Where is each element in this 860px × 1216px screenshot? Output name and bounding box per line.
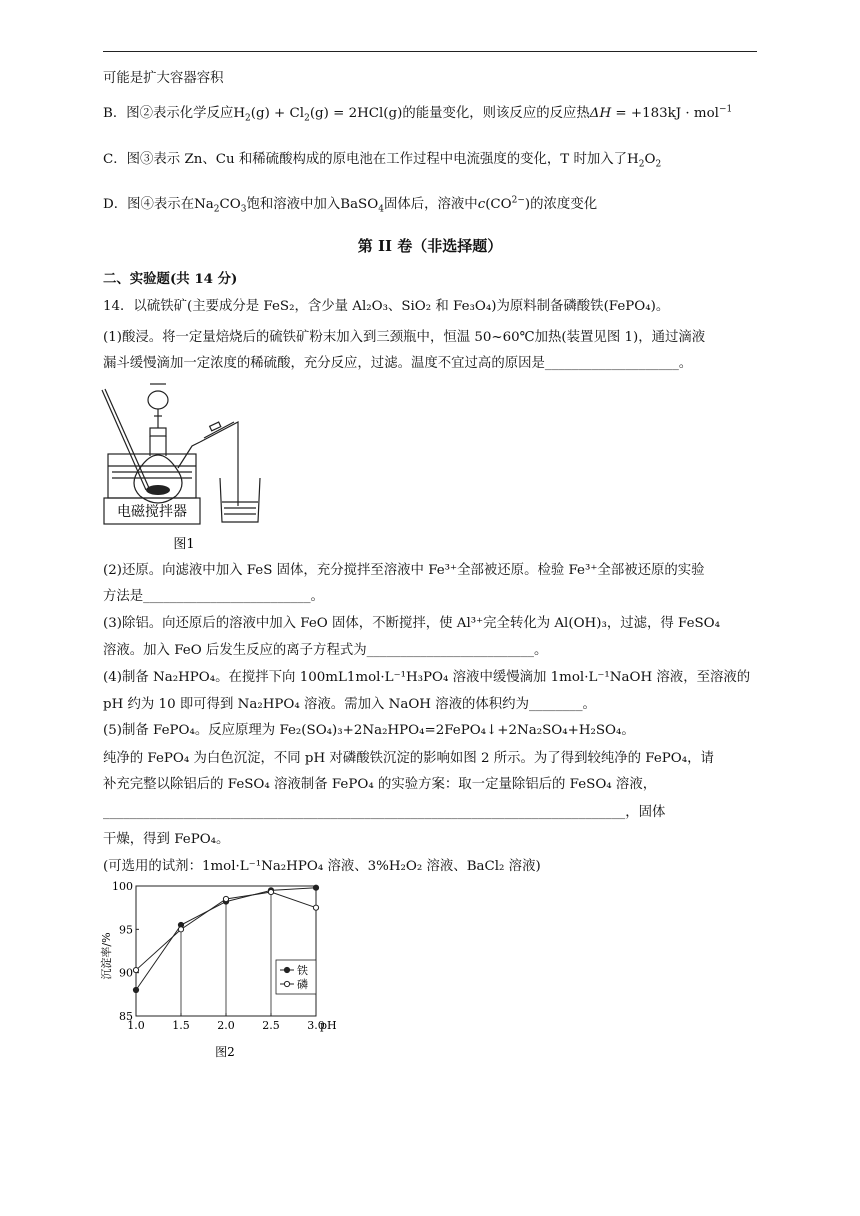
data-point: [223, 896, 228, 901]
data-point: [313, 885, 318, 890]
data-point: [133, 987, 138, 992]
data-point: [178, 927, 183, 932]
option-a-continuation: 可能是扩大容器容积: [103, 71, 224, 86]
q14-part4-line1: (4)制备 Na₂HPO₄。在搅拌下向 100mL1mol·L⁻¹H₃PO₄ 溶液中缓慢滴加 1mol·L⁻¹NaOH 溶液，至溶液的: [103, 670, 751, 685]
q14-part3-line1: (3)除铝。向还原后的溶液中加入 FeO 固体，不断搅拌，使 Al³⁺完全转化为 Al(OH)₃，过滤，得 FeSO₄: [103, 616, 721, 631]
data-point: [133, 967, 138, 972]
legend-label: 铁: [297, 964, 308, 977]
stirrer-label: 电磁搅拌器: [117, 504, 187, 520]
q14-intro: 14．以硫铁矿(主要成分是 FeS₂，含少量 Al₂O₃、SiO₂ 和 Fe₃O₄)为原料制备磷酸铁(FePO₄)。: [103, 299, 670, 314]
option-c: C．图③表示 Zn、Cu 和稀硫酸构成的原电池在工作过程中电流强度的变化，T 时加入了$H_2O_2$: [103, 152, 662, 170]
x-tick-label: 1.0: [127, 1019, 145, 1032]
figure-1-caption: 图1: [173, 537, 195, 552]
q14-part2-line1: (2)还原。向滤液中加入 FeS 固体，充分搅拌至溶液中 Fe³⁺全部被还原。检验 Fe³⁺全部被还原的实验: [103, 563, 705, 578]
x-tick-label: 3.0: [307, 1019, 325, 1032]
legend-marker: [284, 981, 289, 986]
y-axis-label: 沉淀率/%: [100, 932, 113, 980]
x-tick-label: 2.0: [217, 1019, 235, 1032]
x-tick-label: 1.5: [172, 1019, 190, 1032]
q14-part2-line2: 方法是_________________________。: [103, 589, 324, 604]
legend-marker: [284, 967, 289, 972]
data-point: [313, 905, 318, 910]
y-tick-label: 100: [112, 880, 133, 893]
q14-part5-reagents: (可选用的试剂：1mol·L⁻¹Na₂HPO₄ 溶液、3%H₂O₂ 溶液、BaCl₂ 溶液): [103, 859, 541, 874]
figure-1-apparatus: [100, 382, 270, 554]
q14-part4-line2: pH 约为 10 即可得到 Na₂HPO₄ 溶液。需加入 NaOH 溶液的体积约为________。: [103, 697, 596, 712]
y-tick-label: 95: [119, 923, 133, 937]
x-axis-label: pH: [320, 1019, 337, 1032]
option-d: D．图④表示在$Na_2CO_3$饱和溶液中加入BaSO$_4$固体后，溶液中$c(CO^{2-})$的浓度变化: [103, 195, 598, 215]
q14-part5-line4: ______________________________________________________________________________，固体: [103, 805, 666, 820]
top-rule: [103, 51, 757, 52]
y-tick-label: 85: [119, 1010, 133, 1023]
q14-part5-line5: 干燥，得到 FePO₄。: [103, 832, 230, 847]
q14-part5-line3: 补充完整以除铝后的 FeSO₄ 溶液制备 FePO₄ 的实验方案：取一定量除铝后的 FeSO₄ 溶液，: [103, 777, 657, 792]
q14-part1-line1: (1)酸浸。将一定量焙烧后的硫铁矿粉末加入到三颈瓶中，恒温 50~60℃加热(装置见图 1)，通过滴液: [103, 330, 706, 345]
figure-2-chart: [100, 876, 360, 1066]
section-heading: 二、实验题(共 14 分): [103, 271, 238, 287]
legend-box: [276, 960, 316, 994]
legend-label: 磷: [297, 978, 308, 991]
q14-part5-line2: 纯净的 FePO₄ 为白色沉淀，不同 pH 对磷酸铁沉淀的影响如图 2 所示。为了得到较纯净的 FePO₄，请: [103, 751, 714, 766]
q14-part5-line1: (5)制备 FePO₄。反应原理为 Fe₂(SO₄)₃+2Na₂HPO₄=2FePO₄↓+2Na₂SO₄+H₂SO₄。: [103, 723, 635, 738]
figure-2-caption: 图2: [215, 1045, 235, 1059]
data-point: [268, 889, 273, 894]
part-ii-heading: 第 II 卷（非选择题）: [357, 237, 503, 255]
y-tick-label: 90: [119, 966, 133, 980]
x-tick-label: 2.5: [262, 1019, 280, 1032]
dropping-funnel: [148, 391, 168, 409]
option-b: B．图②表示化学反应$H_2(g) + Cl_2(g) = 2HCl(g)$的能量变化，则该反应的反应热ΔH = +183kJ · mol$^{-1}$: [103, 104, 733, 124]
q14-part3-line2: 溶液。加入 FeO 后发生反应的离子方程式为_________________________。: [103, 643, 548, 658]
q14-part1-line2: 漏斗缓慢滴加一定浓度的稀硫酸，充分反应，过滤。温度不宜过高的原因是____________________。: [103, 356, 693, 371]
beaker: [220, 478, 260, 522]
